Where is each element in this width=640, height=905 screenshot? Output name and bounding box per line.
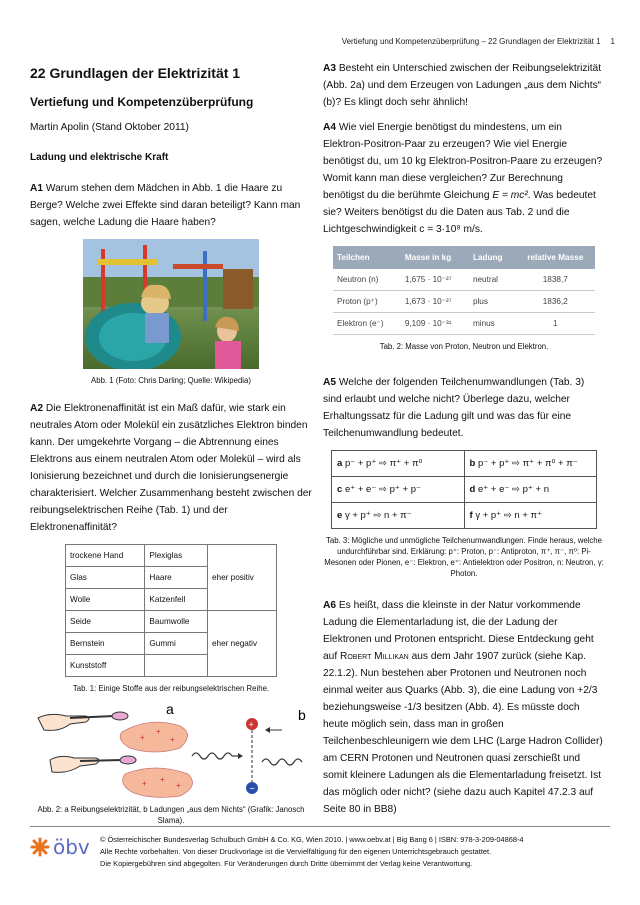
- footer-line: Die Kopiergebühren sind abgegolten. Für Veränderungen durch Dritte übernimmt der Verlag keine Verantwortung.: [100, 859, 473, 868]
- group-label-positive: eher positiv: [207, 545, 276, 611]
- table-cell: Wolle: [66, 589, 145, 611]
- cloth-bottom-icon: [123, 768, 193, 797]
- table-cell: Gummi: [145, 633, 208, 655]
- table-2-particle-masses: [333, 246, 595, 335]
- footer-line: © Österreichischer Bundesverlag Schulbuch GmbH & Co. KG, Wien 2010. | www.oebv.at | Big Bang 6 | ISBN: 978-3-209-04868-4: [100, 835, 524, 844]
- table-cell: 1: [516, 313, 595, 335]
- table-cell: [332, 451, 465, 477]
- table-cell: [464, 451, 597, 477]
- task-label: A3: [323, 63, 337, 74]
- task-label: A6: [323, 600, 337, 611]
- speed-of-light: c = 3·10⁸ m/s.: [419, 224, 483, 235]
- table-row: [332, 477, 597, 503]
- task-text: . Was bedeutet sie? Weiters benötigst du die Daten aus Tab. 2 und die Lichtgeschwindigkeit: [323, 190, 596, 235]
- task-label: A4: [323, 122, 337, 133]
- group-label-negative: eher negativ: [207, 611, 276, 677]
- table-3-caption: Tab. 3: Mögliche und unmögliche Teilchenumwandlungen. Finde heraus, welche undurchführbar sind. Erklärung: p⁺: Proton, p⁻: Antiproton, π⁺, π⁻, π⁰: Pi-Mesonen oder Pionen, e⁻: Elektron, e⁺: Antielektron oder Positron, n: Neutron, γ: Photon.: [324, 536, 604, 578]
- table-cell: 1838,7: [516, 269, 595, 291]
- footer-divider: [30, 826, 610, 827]
- table-cell: 9,109 · 10⁻³¹: [401, 313, 469, 335]
- table-row: [333, 313, 595, 335]
- task-text: Die Elektronenaffinität ist ein Maß dafür, wie stark ein neutrales Atom oder Molekül ein zusätzliches Elektron binden kann. Der umgekehrte Vorgang – die Abtrennung eines Elektrons aus einem neutralen Atom oder Molekül – wird als Ionisierung bezeichnet und durch die Ionisierungsenergie charakterisiert. Welcher Zusammenhang besteht zwischen der reibungselektrischen Reihe (Tab. 1) und der Elektronenaffinität?: [30, 403, 312, 533]
- svg-text:+: +: [248, 719, 254, 730]
- svg-text:+: +: [156, 727, 161, 736]
- table-header-row: [333, 246, 595, 269]
- reaction-label: c: [337, 484, 343, 495]
- table-2-caption: Tab. 2: Masse von Proton, Neutron und Elektron.: [379, 342, 549, 351]
- reaction: γ + p⁺ ⇨ n + π⁺: [475, 510, 543, 521]
- reaction-label: e: [337, 510, 343, 521]
- table-cell: [332, 477, 465, 503]
- task-text: Wie viel Energie benötigst du mindestens, um ein Elektron-Positron-Paar zu erzeugen? Wie viel Energie benötigst du, um 10 kg Elektron-Positron-Paare zu erzeugen? Womit kann man diese vergleichen? Zur Berechnung benötigst du die berühmte Gleichung: [323, 122, 603, 201]
- table-cell: Bernstein: [66, 633, 145, 655]
- table-row: [332, 451, 597, 477]
- reaction: e⁺ + e⁻ ⇨ p⁺ + p⁻: [344, 484, 422, 495]
- table-header: Masse in kg: [401, 246, 469, 269]
- person-name: Robert Millikan: [340, 651, 409, 662]
- task-text: Besteht ein Unterschied zwischen der Reibungselektrizität (Abb. 2a) und dem Erzeugen von Ladungen „aus dem Nichts“ (b)? Es klingt doch sehr ähnlich!: [323, 63, 602, 108]
- table-cell: [145, 655, 208, 677]
- svg-text:+: +: [160, 775, 165, 784]
- table-cell: plus: [469, 291, 516, 313]
- table-row: [332, 503, 597, 529]
- reaction-label: d: [469, 484, 476, 495]
- table-row: [333, 291, 595, 313]
- table-cell: 1,675 · 10⁻²⁷: [401, 269, 469, 291]
- reaction: γ + p⁺ ⇨ n + π⁻: [344, 510, 412, 521]
- reaction-label: a: [337, 458, 343, 469]
- task-text: Welche der folgenden Teilchenumwandlungen (Tab. 3) sind erlaubt und welche nicht? Überlege dazu, welcher Erhaltungssatz für die Ladung gilt und was das für eine Teilchenumwandlung bedeutet.: [323, 377, 585, 439]
- page-number: 1: [610, 37, 615, 46]
- table-cell: Seide: [66, 611, 145, 633]
- table-row: [66, 545, 277, 567]
- svg-text:+: +: [170, 735, 175, 744]
- logo-text: öbv: [53, 835, 90, 859]
- running-header: [342, 37, 615, 46]
- task-a2: [30, 400, 312, 536]
- publisher-logo: [30, 835, 90, 859]
- section-heading: Ladung und elektrische Kraft: [30, 152, 169, 163]
- reaction-label: f: [469, 510, 473, 521]
- playground-photo-image: [83, 239, 259, 369]
- author: Martin Apolin (Stand Oktober 2011): [30, 122, 189, 133]
- figure-1-caption: Abb. 1 (Foto: Chris Darling; Quelle: Wikipedia): [91, 376, 251, 385]
- reaction-label: b: [469, 458, 476, 469]
- svg-text:+: +: [176, 781, 181, 790]
- right-column: [323, 60, 605, 826]
- task-text: aus dem Jahr 1907 zurück (siehe Kap. 22.1.2). Nun bestehen aber Protonen und Neutronen noch einmal weiter aus Quarks (Abb. 3), die eine Ladung von +2/3 beziehungsweise -1/3 besitzen (Abb. 4). Es müsste doch heute möglich sein, dass man in großen Teilchenbeschleunigern wie dem LHC (Large Hadron Collider) am CERN Protonen und Neutronen quasi zerschießt und somit kleinere Ladungen als die Elementarladung freisetzt. Ist das möglich oder nicht? (siehe dazu auch Kapitel 47.2.3 auf Seite 80 in BB8): [323, 651, 603, 815]
- task-a5: [323, 374, 605, 442]
- task-label: A1: [30, 183, 44, 194]
- photon-wave-left-icon: [192, 753, 232, 759]
- task-text: Warum stehen dem Mädchen in Abb. 1 die Haare zu Berge? Welche zwei Effekte sind daran beteiligt? Kann man sagen, welche Ladung die Haare haben?: [30, 183, 301, 228]
- figure-2-label-a: a: [166, 704, 174, 717]
- table-cell: Kunststoff: [66, 655, 145, 677]
- table-1-caption: Tab. 1: Einige Stoffe aus der reibungselektrischen Reihe.: [72, 684, 270, 693]
- table-header: Ladung: [469, 246, 516, 269]
- table-cell: Katzenfell: [145, 589, 208, 611]
- figure-1-photo: [83, 239, 259, 369]
- table-cell: Baumwolle: [145, 611, 208, 633]
- task-a6: [323, 597, 605, 818]
- table-cell: Elektron (e⁻): [333, 313, 401, 335]
- task-a3: [323, 60, 605, 111]
- table-cell: Plexiglas: [145, 545, 208, 567]
- table-cell: minus: [469, 313, 516, 335]
- task-a4: [323, 119, 605, 238]
- table-header: Teilchen: [333, 246, 401, 269]
- figure-2-caption: Abb. 2: a Reibungselektrizität, b Ladungen „aus dem Nichts“ (Grafik: Janosch Slama).: [37, 805, 305, 825]
- table-1-triboelectric-series: [65, 544, 277, 677]
- table-cell: Haare: [145, 567, 208, 589]
- footer-line: Alle Rechte vorbehalten. Von dieser Druckvorlage ist die Vervielfältigung für den eigenen Unterrichtsgebrauch gestattet.: [100, 847, 492, 856]
- cloth-top-icon: [120, 722, 187, 752]
- figure-2-label-b: b: [298, 707, 306, 723]
- running-header-text: Vertiefung und Kompetenzüberprüfung – 22 Grundlagen der Elektrizität 1: [341, 37, 601, 46]
- table-cell: 1836,2: [516, 291, 595, 313]
- page-subtitle: Vertiefung und Kompetenzüberprüfung: [30, 95, 254, 109]
- table-row: [333, 269, 595, 291]
- left-column: [30, 60, 312, 840]
- figure-2-illustration: [30, 704, 312, 802]
- formula: E = mc²: [492, 190, 528, 201]
- task-text: Es heißt, dass die kleinste in der Natur vorkommende Ladung die Elementarladung ist, die der Ladung der Elektronen und Protonen entspricht. Diese Entdeckung geht auf: [323, 600, 594, 662]
- svg-text:−: −: [249, 783, 255, 794]
- hand-with-rod-icon: [38, 712, 136, 772]
- task-a1: [30, 180, 312, 231]
- table-cell: 1,673 · 10⁻²⁷: [401, 291, 469, 313]
- task-label: A2: [30, 403, 44, 414]
- table-cell: [332, 503, 465, 529]
- reaction: p⁻ + p⁺ ⇨ π⁺ + π⁰ + π⁻: [477, 458, 578, 469]
- table-cell: Glas: [66, 567, 145, 589]
- table-cell: neutral: [469, 269, 516, 291]
- reaction: p⁻ + p⁺ ⇨ π⁺ + π⁰: [344, 458, 423, 469]
- photon-wave-right-icon: [262, 759, 302, 765]
- table-cell: Neutron (n): [333, 269, 401, 291]
- table-cell: trockene Hand: [66, 545, 145, 567]
- svg-text:+: +: [140, 733, 145, 742]
- table-cell: [464, 477, 597, 503]
- table-cell: Proton (p⁺): [333, 291, 401, 313]
- page-title: 22 Grundlagen der Elektrizität 1: [30, 65, 241, 81]
- table-header: relative Masse: [516, 246, 595, 269]
- table-3-particle-conversions: [331, 450, 597, 529]
- reaction: e⁺ + e⁻ ⇨ p⁺ + n: [477, 484, 550, 495]
- task-label: A5: [323, 377, 337, 388]
- svg-text:+: +: [142, 779, 147, 788]
- footer: [100, 834, 610, 870]
- table-row: [66, 611, 277, 633]
- oebv-star-icon: [30, 837, 50, 857]
- table-cell: [464, 503, 597, 529]
